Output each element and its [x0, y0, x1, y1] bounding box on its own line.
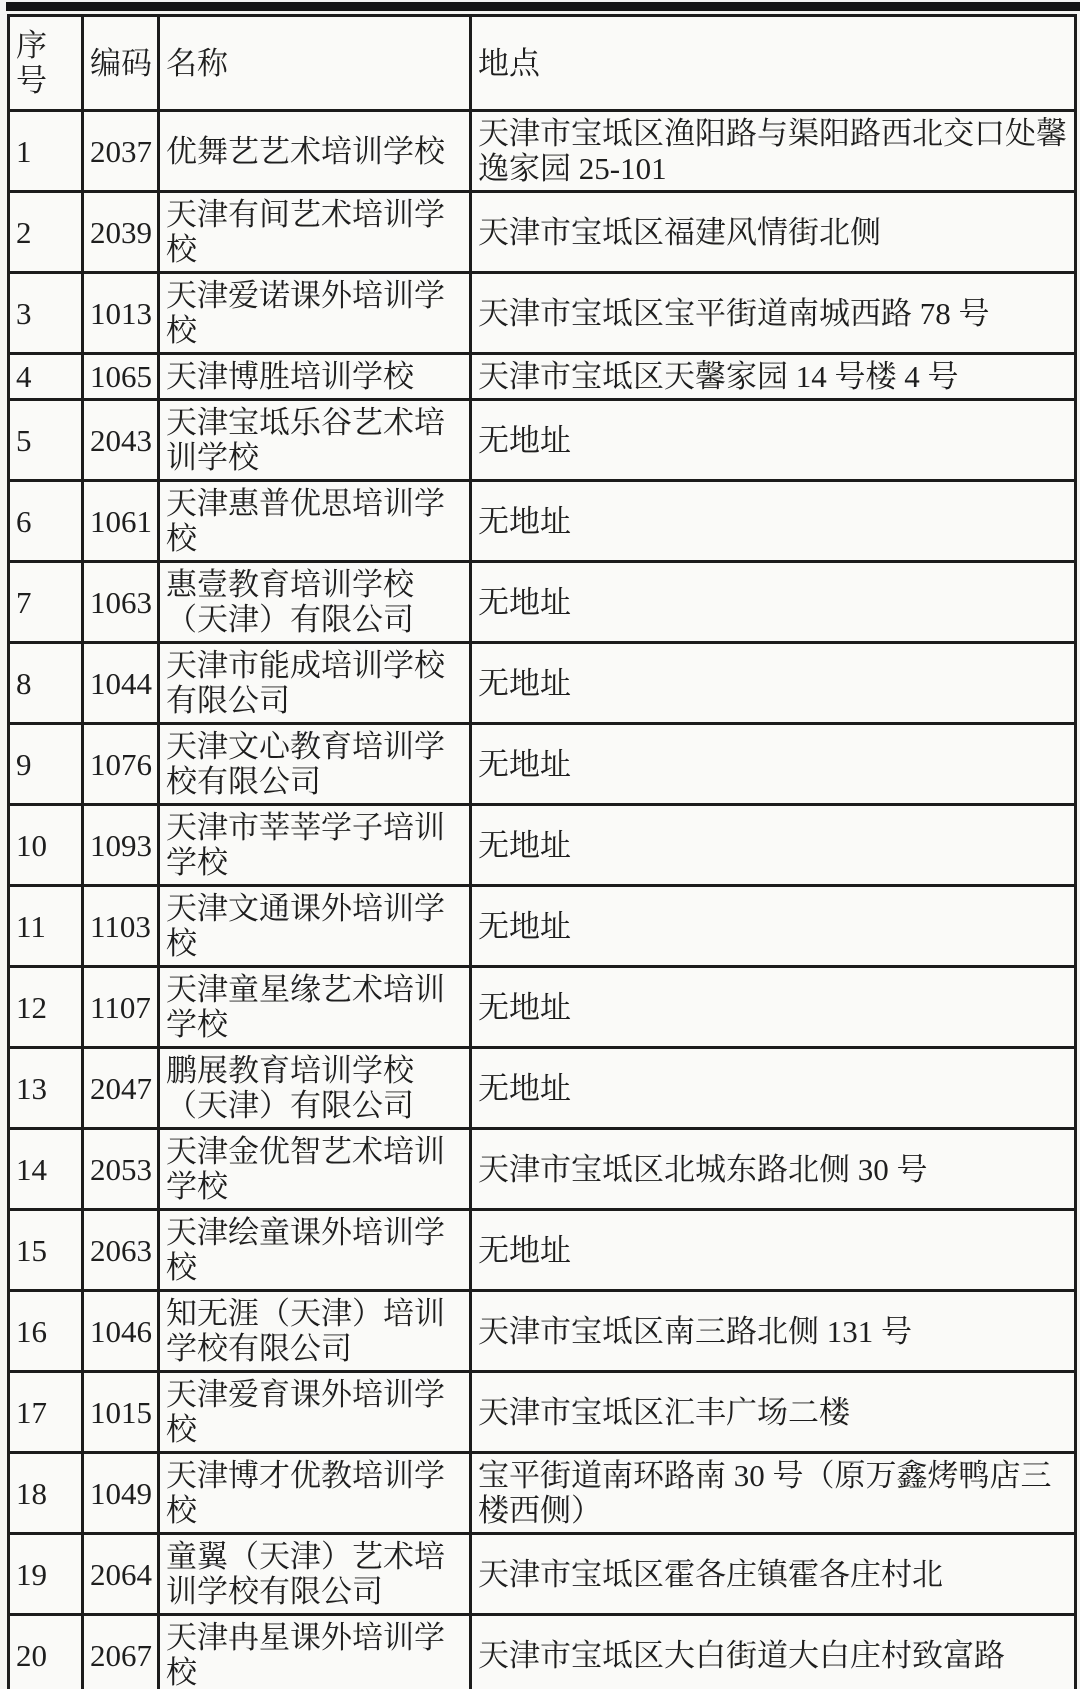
cell-serial-number: 3: [9, 273, 83, 354]
cell-name: 天津宝坻乐谷艺术培训学校: [159, 400, 471, 481]
cell-address: 无地址: [471, 1048, 1076, 1129]
cell-code: 1107: [83, 967, 159, 1048]
table-row: [9, 1291, 1076, 1372]
cell-code: 2043: [83, 400, 159, 481]
table-row: [9, 724, 1076, 805]
schools-table: [7, 14, 1077, 1689]
cell-serial-number: 1: [9, 111, 83, 192]
cell-serial-number: 12: [9, 967, 83, 1048]
cell-name: 天津有间艺术培训学校: [159, 192, 471, 273]
table-row: [9, 192, 1076, 273]
cell-serial-number: 2: [9, 192, 83, 273]
cell-address: 天津市宝坻区汇丰广场二楼: [471, 1372, 1076, 1453]
cell-name: 天津童星缘艺术培训学校: [159, 967, 471, 1048]
cell-name: 天津市能成培训学校有限公司: [159, 643, 471, 724]
cell-address: 天津市宝坻区宝平街道南城西路 78 号: [471, 273, 1076, 354]
cell-serial-number: 19: [9, 1534, 83, 1615]
cell-address: 天津市宝坻区北城东路北侧 30 号: [471, 1129, 1076, 1210]
cell-name: 天津文通课外培训学校: [159, 886, 471, 967]
cell-address: 天津市宝坻区南三路北侧 131 号: [471, 1291, 1076, 1372]
cell-code: 1063: [83, 562, 159, 643]
table-row: [9, 886, 1076, 967]
cell-name: 天津爱育课外培训学校: [159, 1372, 471, 1453]
cell-address: 无地址: [471, 805, 1076, 886]
table-row: [9, 481, 1076, 562]
cell-code: 2037: [83, 111, 159, 192]
table-row: [9, 1534, 1076, 1615]
cell-name: 优舞艺艺术培训学校: [159, 111, 471, 192]
cell-code: 1103: [83, 886, 159, 967]
header-name: 名称: [159, 16, 471, 111]
cell-code: 1076: [83, 724, 159, 805]
table-row: [9, 1453, 1076, 1534]
cell-code: 1061: [83, 481, 159, 562]
cell-name: 天津惠普优思培训学校: [159, 481, 471, 562]
table-row: [9, 805, 1076, 886]
cell-address: 天津市宝坻区福建风情街北侧: [471, 192, 1076, 273]
table-row: [9, 1129, 1076, 1210]
cell-name: 天津冉星课外培训学校: [159, 1615, 471, 1689]
cell-address: 无地址: [471, 562, 1076, 643]
table-row: [9, 111, 1076, 192]
cell-name: 天津博胜培训学校: [159, 354, 471, 400]
table-row: [9, 1372, 1076, 1453]
cell-serial-number: 17: [9, 1372, 83, 1453]
cell-serial-number: 6: [9, 481, 83, 562]
cell-address: 无地址: [471, 400, 1076, 481]
cell-name: 知无涯（天津）培训学校有限公司: [159, 1291, 471, 1372]
cell-address: 天津市宝坻区天馨家园 14 号楼 4 号: [471, 354, 1076, 400]
cell-name: 天津金优智艺术培训学校: [159, 1129, 471, 1210]
table-row: [9, 1048, 1076, 1129]
table-row: [9, 354, 1076, 400]
cell-code: 1046: [83, 1291, 159, 1372]
cell-code: 2067: [83, 1615, 159, 1689]
header-location: 地点: [471, 16, 1076, 111]
cell-address: 宝平街道南环路南 30 号（原万鑫烤鸭店三楼西侧）: [471, 1453, 1076, 1534]
cell-serial-number: 16: [9, 1291, 83, 1372]
cell-name: 天津市莘莘学子培训学校: [159, 805, 471, 886]
cell-serial-number: 11: [9, 886, 83, 967]
table-row: [9, 1210, 1076, 1291]
cell-address: 无地址: [471, 967, 1076, 1048]
cell-code: 2064: [83, 1534, 159, 1615]
cell-name: 天津文心教育培训学校有限公司: [159, 724, 471, 805]
cell-name: 惠壹教育培训学校（天津）有限公司: [159, 562, 471, 643]
table-row: [9, 1615, 1076, 1689]
cell-address: 无地址: [471, 481, 1076, 562]
cell-code: 1093: [83, 805, 159, 886]
cell-serial-number: 7: [9, 562, 83, 643]
cell-name: 天津爱诺课外培训学校: [159, 273, 471, 354]
cell-address: 天津市宝坻区大白街道大白庄村致富路: [471, 1615, 1076, 1689]
cell-address: 天津市宝坻区渔阳路与渠阳路西北交口处馨逸家园 25-101: [471, 111, 1076, 192]
cell-address: 无地址: [471, 643, 1076, 724]
table-body: [9, 111, 1076, 1689]
table-row: [9, 400, 1076, 481]
cell-serial-number: 5: [9, 400, 83, 481]
cell-code: 2053: [83, 1129, 159, 1210]
cell-code: 1044: [83, 643, 159, 724]
cell-code: 2063: [83, 1210, 159, 1291]
cell-serial-number: 20: [9, 1615, 83, 1689]
cell-name: 鹏展教育培训学校（天津）有限公司: [159, 1048, 471, 1129]
cell-name: 童翼（天津）艺术培训学校有限公司: [159, 1534, 471, 1615]
cell-address: 天津市宝坻区霍各庄镇霍各庄村北: [471, 1534, 1076, 1615]
cell-serial-number: 10: [9, 805, 83, 886]
cell-serial-number: 14: [9, 1129, 83, 1210]
cell-code: 2039: [83, 192, 159, 273]
table-row: [9, 562, 1076, 643]
table-row: [9, 967, 1076, 1048]
header-serial-number: 序号: [9, 16, 83, 111]
cell-serial-number: 15: [9, 1210, 83, 1291]
cell-code: 1049: [83, 1453, 159, 1534]
table-row: [9, 643, 1076, 724]
cell-code: 2047: [83, 1048, 159, 1129]
cell-serial-number: 13: [9, 1048, 83, 1129]
header-code: 编码: [83, 16, 159, 111]
cell-serial-number: 4: [9, 354, 83, 400]
cell-address: 无地址: [471, 886, 1076, 967]
cell-code: 1013: [83, 273, 159, 354]
cell-serial-number: 18: [9, 1453, 83, 1534]
cell-name: 天津博才优教培训学校: [159, 1453, 471, 1534]
cell-name: 天津绘童课外培训学校: [159, 1210, 471, 1291]
cell-serial-number: 9: [9, 724, 83, 805]
header-row: [9, 16, 1076, 111]
cell-serial-number: 8: [9, 643, 83, 724]
table-row: [9, 273, 1076, 354]
cell-code: 1015: [83, 1372, 159, 1453]
cell-address: 无地址: [471, 1210, 1076, 1291]
cell-address: 无地址: [471, 724, 1076, 805]
cell-code: 1065: [83, 354, 159, 400]
scan-top-edge: [6, 2, 1080, 11]
